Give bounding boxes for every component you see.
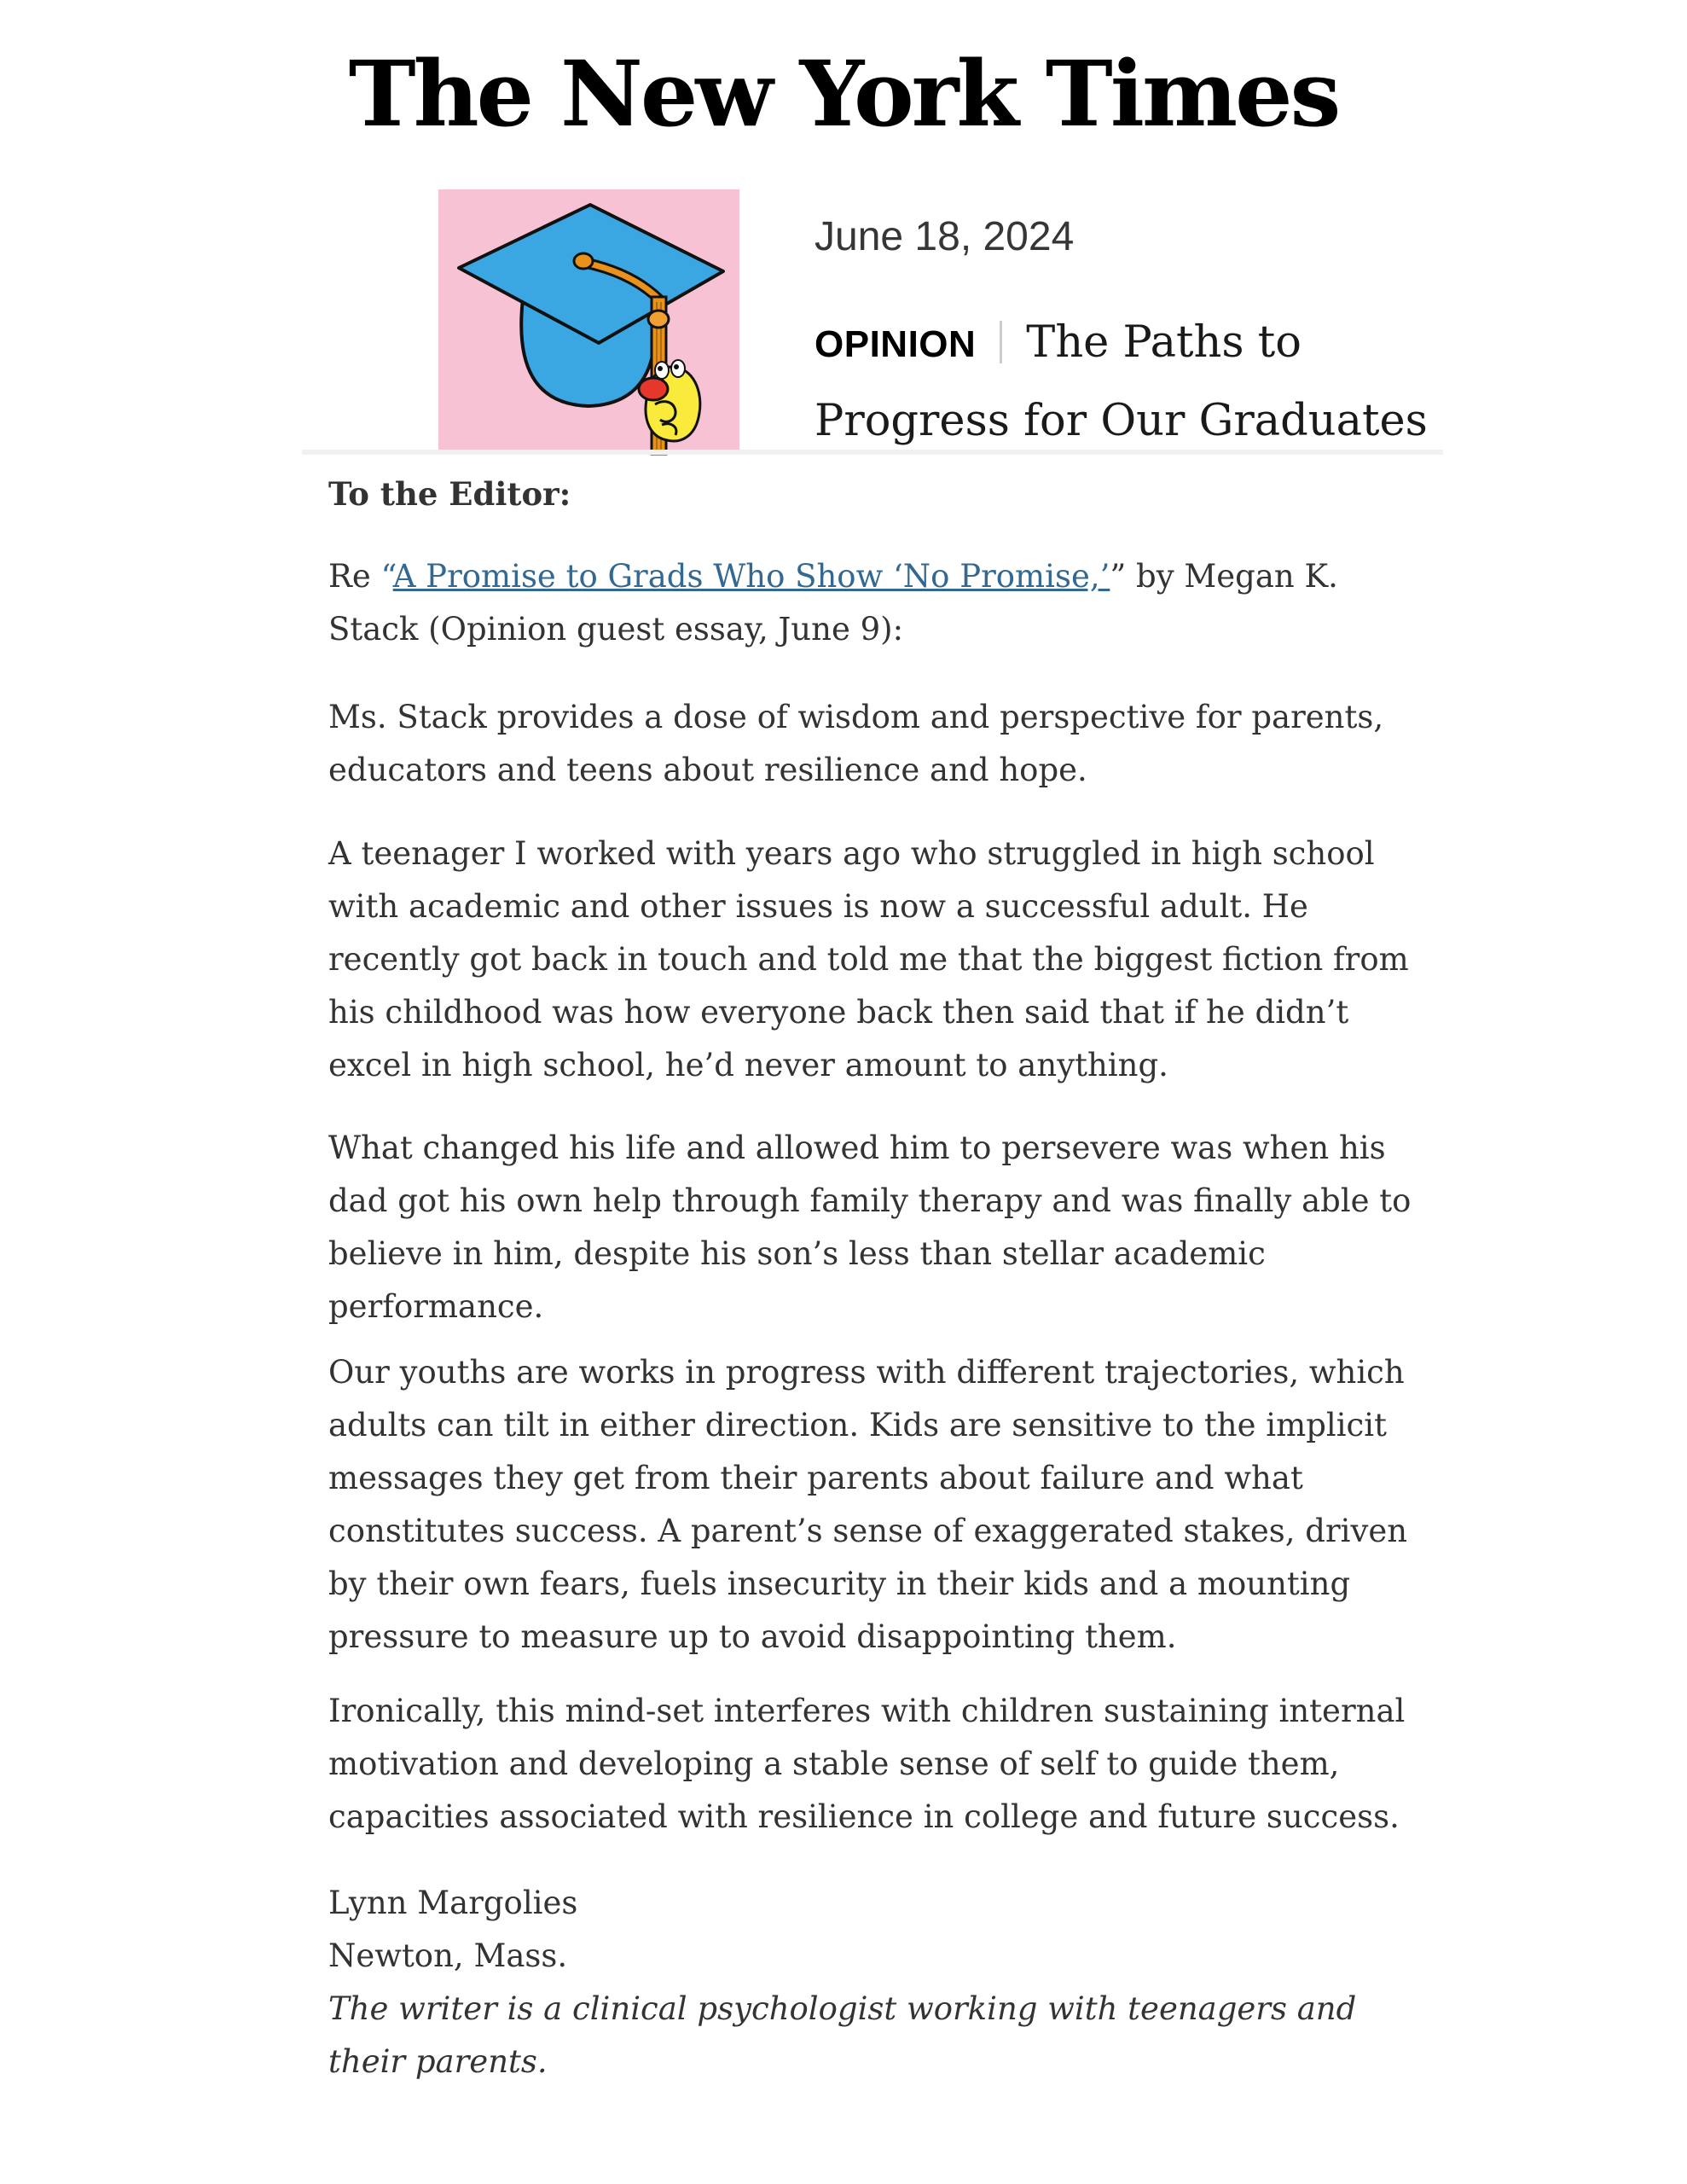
writer-bio: The writer is a clinical psychologist working with teenagers and their parents. — [328, 1990, 1357, 2080]
letter-paragraph: Our youths are works in progress with different trajectories, which adults can tilt in either direction. Kids are sensitive to the implicit messages they get from their parents about failure and what constitutes success. A parent’s sense of exaggerated stakes, driven by their own fears, fuels insecurity in their kids and a mounting pressure to measure up to avoid disappointing them. — [328, 1354, 1408, 1655]
letter-paragraph: What changed his life and allowed him to persevere was when his dad got his own help through family therapy and was finally able to believe in him, despite his son’s less than stellar academic performance. — [328, 1130, 1412, 1325]
graduation-cap-illustration-svg — [438, 189, 739, 456]
header-divider-rule — [302, 450, 1443, 455]
re-paragraph — [328, 550, 1422, 656]
article-date: June 18, 2024 — [815, 214, 1075, 259]
re-prefix: Re — [328, 558, 381, 595]
letter-paragraph: Ironically, this mind-set interferes with children sustaining internal motivation and developing a stable sense of self to guide them, capacities associated with resilience in college and future success. — [328, 1693, 1406, 1835]
essay-link[interactable]: A Promise to Grads Who Show ‘No Promise,’ — [392, 558, 1110, 595]
nyt-masthead-logo: The New York Times — [348, 40, 1339, 147]
opinion-kicker: OPINION — [815, 323, 977, 365]
kicker-divider — [1000, 321, 1002, 363]
signature-name: Lynn Margolies — [328, 1885, 578, 1921]
headline-line — [815, 305, 1429, 460]
re-suffix: ” by Megan K. Stack (Opinion guest essay, June 9): — [328, 558, 1338, 648]
article-header — [815, 213, 1429, 460]
signature-location: Newton, Mass. — [328, 1937, 568, 1974]
letter-body — [328, 468, 1422, 2088]
re-open-quote: “ — [380, 558, 393, 595]
graduation-cap-illustration — [438, 189, 739, 456]
article-headline: The Paths to Progress for Our Graduates — [815, 317, 1428, 446]
salutation: To the Editor: — [328, 475, 571, 513]
letter-paragraph: Ms. Stack provides a dose of wisdom and perspective for parents, educators and teens about resilience and hope. — [328, 699, 1384, 788]
letter-paragraph: A teenager I worked with years ago who struggled in high school with academic and other issues is now a successful adult. He recently got back in touch and told me that the biggest fiction from his childhood was how everyone back then said that if he didn’t excel in high school, he’d never amount to anything. — [328, 835, 1409, 1083]
